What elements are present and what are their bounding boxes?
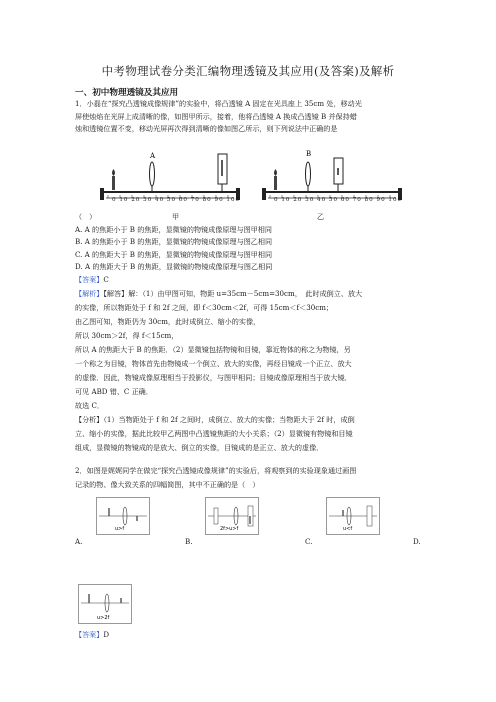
answer-value: C xyxy=(103,275,109,284)
caption-b: 2f>u>f xyxy=(220,526,239,532)
q2-option-c: C. xyxy=(305,537,313,546)
analysis-line-8: 可见 ABD 错、C 正确． xyxy=(75,387,153,396)
caption-c: u<f xyxy=(343,526,353,532)
q2-figure-c xyxy=(326,497,380,535)
fig-a-caption: 甲 xyxy=(172,212,180,221)
analysis-tag: 【解析】 xyxy=(75,289,104,298)
analysis-summary-2: 立、缩小的实像，据此比较甲乙两图中凸透镜焦距的大小关系；（2）显微镜有物镜和目镜 xyxy=(75,429,353,438)
fig-b-caption: 乙 xyxy=(317,212,325,221)
q1-option-b: B. A 的焦距小于 B 的焦距，显微镜的物镜成像原理与图乙相同 xyxy=(75,237,273,246)
answer-value: D xyxy=(103,630,110,639)
candle-icon xyxy=(274,176,277,190)
caption-d: u>2f xyxy=(97,615,110,621)
q1-paren: （ ） xyxy=(75,212,97,221)
analysis-line-1: 【解析】【解答】解：（1）由甲图可知，物距 u=35cm－5cm=30cm， 此时成倒立、放大 xyxy=(75,289,363,298)
lens-icon xyxy=(306,162,311,186)
analysis-line-6: 一个称之为目镜，物体首先由物镜成一个倒立、放大的实像，再经目镜成一个正立、放大 xyxy=(75,359,352,368)
q2-line1: 2．如图是娓娓同学在做完“探究凸透镜成像规律”的实验后，将观察到的实验现象通过画图 xyxy=(75,466,357,475)
q2-line2: 记录的物、像大致关系的四幅简图，其中不正确的是（ ） xyxy=(75,480,260,489)
q1-line3: 烛和透镜位置不变，移动光屏再次得到清晰的像如图乙所示，则下列说法中正确的是 xyxy=(75,124,338,133)
q1-line1: 1．小磊在“探究凸透镜成像规律”的实验中，将凸透镜 A 固定在光具座上 35cm 处，移动光 xyxy=(75,99,362,108)
candle-icon xyxy=(112,176,115,190)
page-title: 中考物理试卷分类汇编物理透镜及其应用(及答案)及解析 xyxy=(101,64,395,78)
lens-icon xyxy=(150,162,155,186)
q1-answer-line xyxy=(75,275,109,285)
q1-option-d: D. A 的焦距大于 B 的焦距，显微镜的物镜成像原理与图乙相同 xyxy=(75,262,273,271)
answer-tag: 【答案】 xyxy=(75,630,104,639)
analysis-summary-1: 【分析】（1）当物距处于 f 和 2f 之间时，成倒立、放大的实像；当物距大于 2f 时，成倒 xyxy=(75,415,355,424)
analysis-line-3: 由乙图可知，物距仍为 30cm，此时成倒立、缩小的实像， xyxy=(75,317,261,326)
analysis-line-9: 故选 C． xyxy=(75,401,104,410)
q1-option-a: A. A 的焦距小于 B 的焦距，显微镜的物镜成像原理与图甲相同 xyxy=(75,225,272,234)
q2-option-a: A. xyxy=(75,537,83,546)
caption-a: u>f xyxy=(115,526,125,532)
q2-option-d: D. xyxy=(413,537,421,546)
analysis-line-2: 的实像，所以物距处于 f 和 2f 之间，即 f＜30cm＜2f，可得 15cm＜f＜30cm； xyxy=(75,303,334,312)
q2-answer-line xyxy=(75,630,109,640)
analysis-line-4: 所以 30cm＞2f，得 f＜15cm， xyxy=(75,331,179,340)
lens-a-label: A xyxy=(150,152,156,160)
q2-option-b: B. xyxy=(185,537,193,546)
q1-option-c: C. A 的焦距大于 B 的焦距，显微镜的物镜成像原理与图甲相同 xyxy=(75,250,273,259)
section-heading: 一、初中物理透镜及其应用 xyxy=(75,88,179,98)
q2-figure-d xyxy=(78,584,132,624)
answer-tag: 【答案】 xyxy=(75,275,104,284)
analysis-summary-3: 组成，显微镜的物镜成的是放大、倒立的实像，目镜成的是正立、放大的虚像． xyxy=(75,443,324,452)
q1-line2: 屏使烛焰在光屏上成清晰的像，如图甲所示，接着，他将凸透镜 A 换成凸透镜 B 并保持蜡 xyxy=(75,112,357,121)
analysis-line-5: 所以 A 的焦距大于 B 的焦距．（2）显微镜包括物镜和目镜，靠近物体的称之为物镜，另 xyxy=(75,345,351,354)
lens-b-label: B xyxy=(306,150,312,158)
scale-b: 0 10 20 30 40 50 60 70 80 90 100 xyxy=(274,197,403,203)
analysis-line-7: 的虚像．因此，物镜成像原理相当于投影仪，与图甲相同；目镜成像原理相当于放大镜． xyxy=(75,373,352,382)
q2-figure-b xyxy=(205,497,259,535)
q2-figure-a xyxy=(96,497,150,535)
scale-a: 0 10 20 30 40 50 60 70 80 90 100 xyxy=(112,197,241,203)
